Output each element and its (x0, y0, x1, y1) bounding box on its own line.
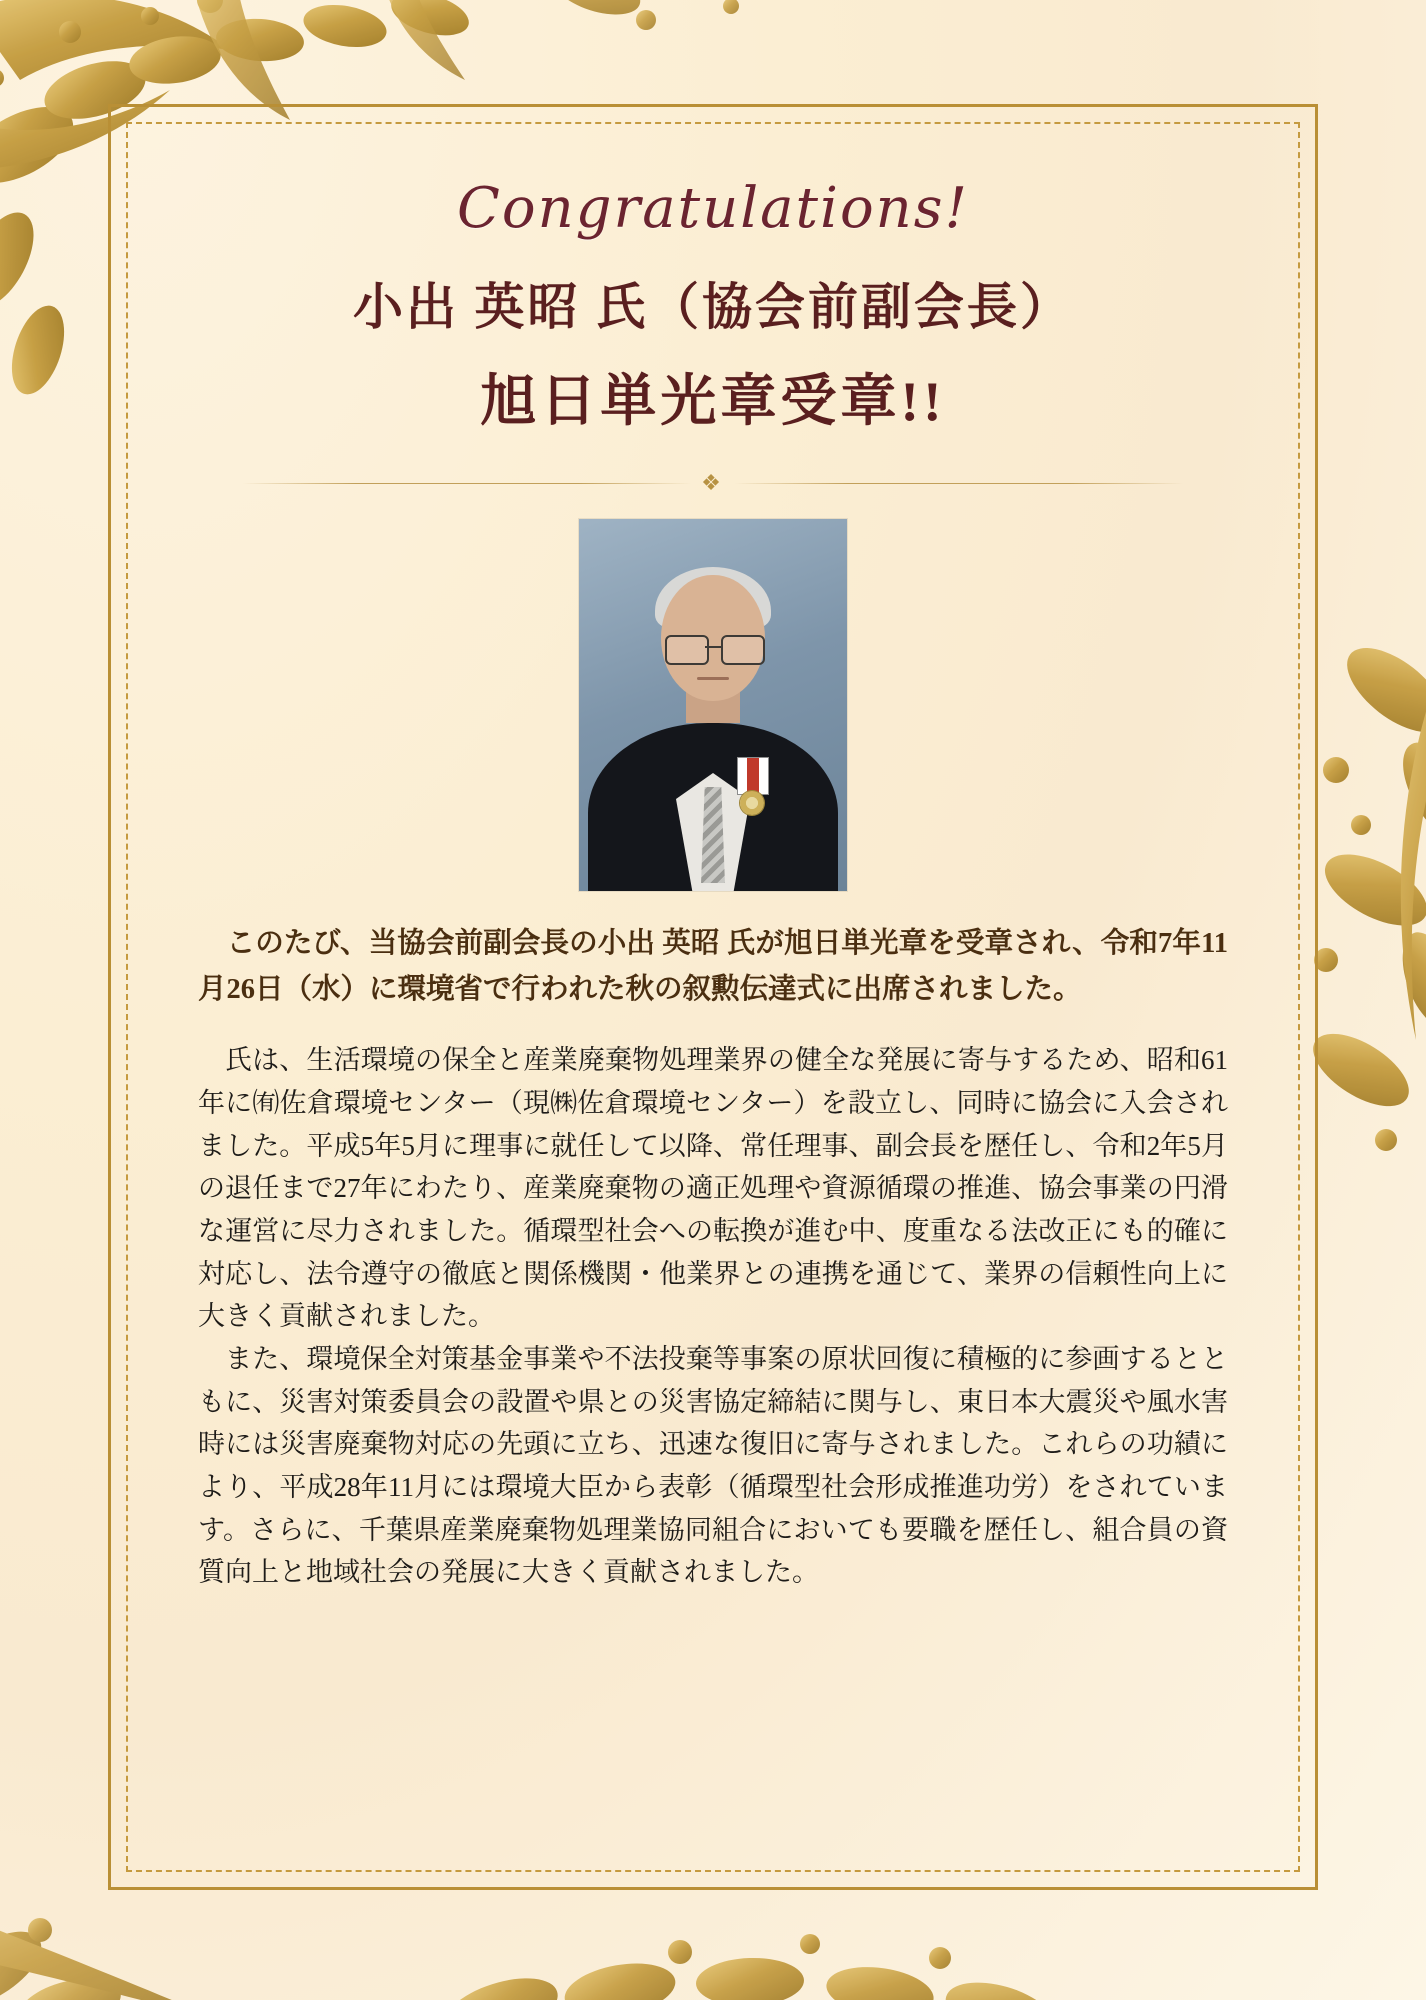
portrait-glasses-left-lens (665, 635, 709, 665)
congratulations-heading: Congratulations! (457, 176, 969, 241)
ornamental-divider (243, 471, 1183, 495)
portrait-glasses-right-lens (721, 635, 765, 665)
award-title: 旭日単光章受章!! (480, 371, 946, 433)
lead-paragraph-block (198, 921, 1228, 1013)
recipient-portrait-photo (579, 519, 847, 891)
divider-rule-right (735, 483, 1183, 484)
lead-paragraph: このたび、当協会前副会長の小出 英昭 氏が旭日単光章を受章され、令和7年11月26日（水）に環境省で行われた秋の叙勲伝達式に出席されました。 (198, 928, 1228, 1006)
portrait-mouth (697, 677, 729, 680)
body-paragraph-1: 氏は、生活環境の保全と産業廃棄物処理業界の健全な発展に寄与するため、昭和61年に㈲佐倉環境センター（現㈱佐倉環境センター）を設立し、同時に協会に入会されました。平成5年5月に理事に就任して以降、常任理事、副会長を歴任し、令和2年5月の退任まで27年にわたり、産業廃棄物の適正処理や資源循環の推進、協会事業の円滑な運営に尽力されました。循環型社会への転換が進む中、度重なる法改正にも的確に対応し、法令遵守の徹底と関係機関・他業界との連携を通じて、業界の信頼性向上に大きく貢献されました。 (198, 1045, 1228, 1332)
medal-star-icon (740, 791, 764, 815)
body-paragraph-2: また、環境保全対策基金事業や不法投棄等事案の原状回復に積極的に参画するとともに、災害対策委員会の設置や県との災害協定締結に関与し、東日本大震災や風水害時には災害廃棄物対応の先頭に立ち、迅速な復旧に寄与されました。これらの功績により、平成28年11月には環境大臣から表彰（循環型社会形成推進功労）をされています。さらに、千葉県産業廃棄物処理業協同組合においても要職を歴任し、組合員の資質向上と地域社会の発展に大きく貢献されました。 (198, 1343, 1228, 1588)
medal-ribbon-icon (737, 757, 769, 795)
portrait-glasses-bridge (705, 646, 721, 648)
recipient-name-and-role: 小出 英昭 氏（協会前副会長） (353, 279, 1073, 335)
divider-rule-left (243, 483, 691, 484)
body-text-block (198, 1039, 1228, 1594)
certificate-content (150, 150, 1276, 1850)
portrait-container (176, 519, 1250, 891)
divider-ornament-icon: ❖ (701, 470, 725, 495)
